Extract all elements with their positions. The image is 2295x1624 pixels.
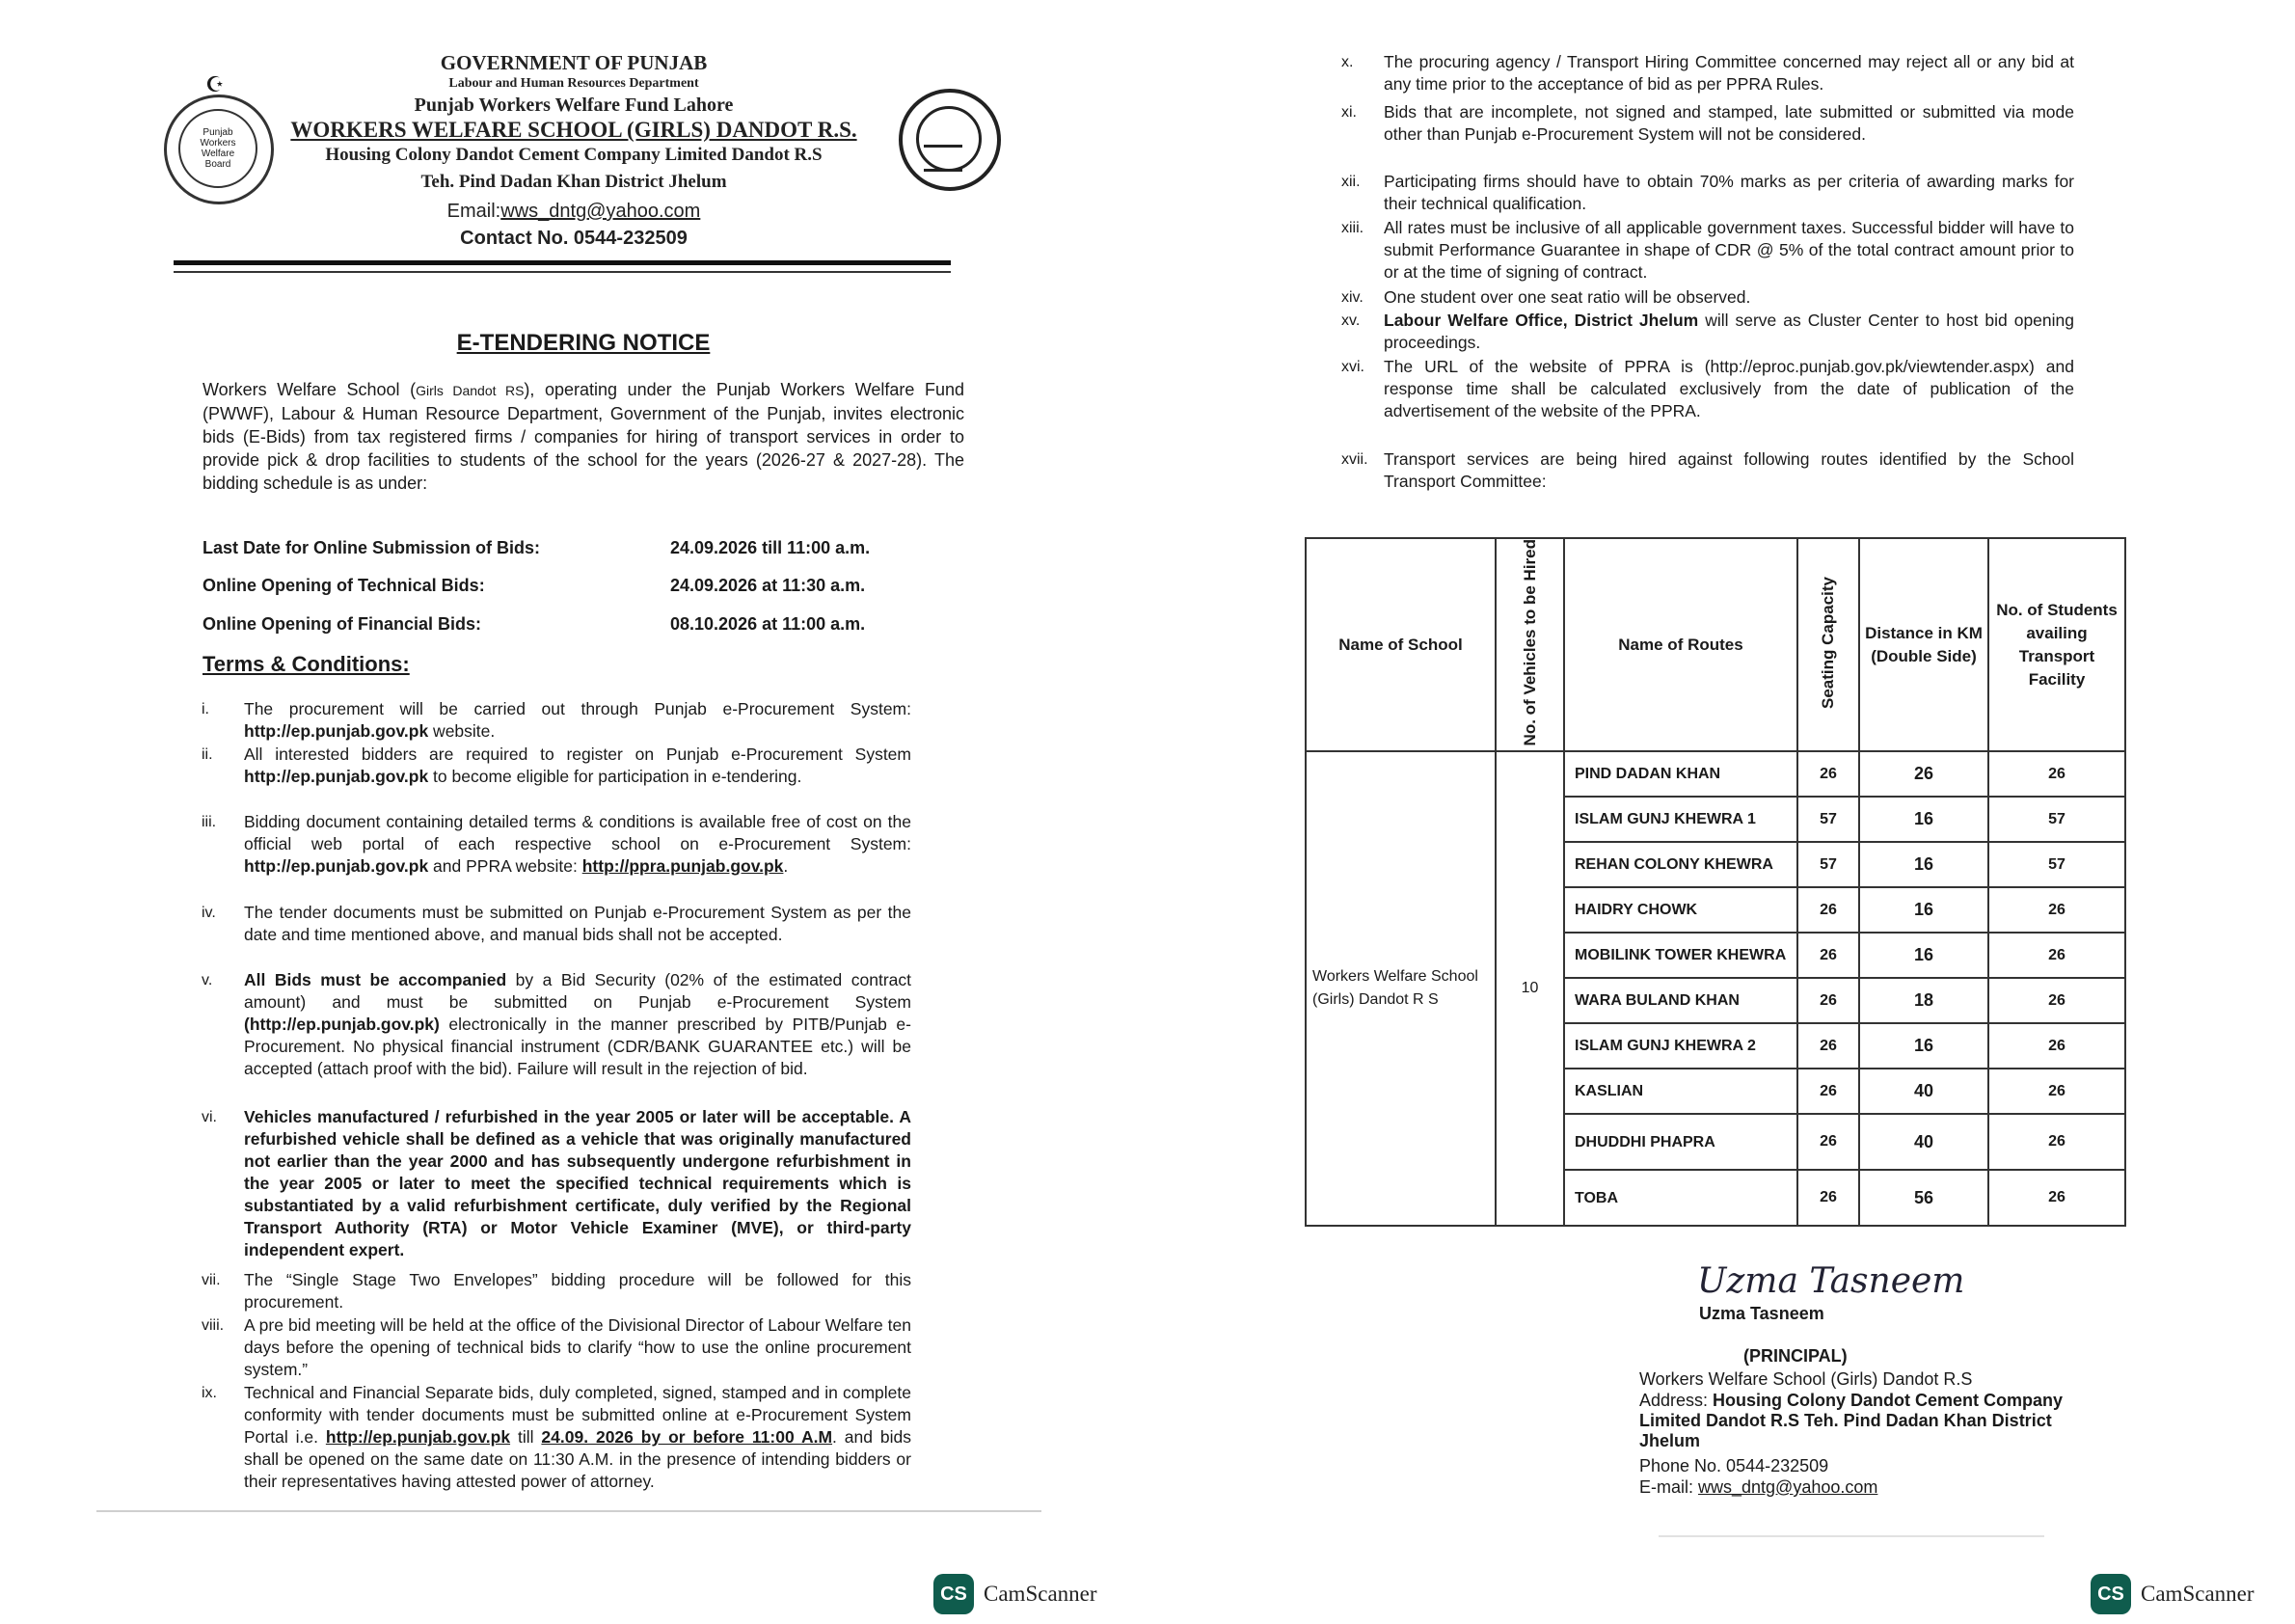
email-label: Email: — [446, 201, 501, 222]
route-cell: DHUDDHI PHAPRA — [1564, 1114, 1797, 1170]
students-cell: 26 — [1988, 1069, 2125, 1114]
intro-text: ), operating under the Punjab Workers Welfare Fund (PWWF), Labour & Human Resource Department, Government of the Punjab, invites electronic bids (E-Bids) from tax registered firms / companies for hiring of transport services in order to provide pick & drop facilities to students of the school for the years (2026-27 & 2027-28). The bidding schedule is as under: — [202, 380, 964, 493]
clause-number: xiv. — [1341, 289, 1364, 306]
clause-9 — [202, 1382, 912, 1493]
col-routes: Name of Routes — [1564, 538, 1797, 751]
header-dept: Labour and Human Resources Department — [448, 76, 699, 91]
seating-cell: 26 — [1797, 1069, 1859, 1114]
intro-text: Workers Welfare School ( — [202, 380, 417, 399]
logo-text: Punjab — [202, 127, 233, 138]
clause-text: Bids that are incomplete, not signed and stamped, late submitted or submitted via mode other than Punjab e-Procurement System will not be considered. — [1384, 102, 2074, 144]
distance-cell: 16 — [1859, 887, 1988, 933]
signatory-school: Workers Welfare School (Girls) Dandot R.S — [1639, 1369, 1973, 1389]
logo-text: Workers — [200, 138, 236, 149]
table-row — [1306, 751, 2125, 797]
signatory-address — [1639, 1391, 2102, 1451]
clause-3 — [202, 811, 911, 878]
clause-text: website. — [428, 721, 496, 741]
clause-text: by a Bid Security (02% of the estimated contract amount) and must be submitted on Punjab e-Procurement System — [244, 970, 911, 1012]
clause-number: xi. — [1341, 104, 1357, 121]
clause-number: x. — [1341, 54, 1354, 70]
address-text: Housing Colony Dandot Cement Company Limited Dandot R.S Teh. Pind Dadan Khan District Jhelum — [1639, 1391, 2064, 1450]
students-cell: 26 — [1988, 751, 2125, 797]
students-cell: 26 — [1988, 887, 2125, 933]
header-fund: Punjab Workers Welfare Fund Lahore — [414, 95, 734, 116]
clause-text: will serve as Cluster Center to host bid opening proceedings. — [1384, 311, 2074, 352]
students-cell: 26 — [1988, 978, 2125, 1023]
route-cell: TOBA — [1564, 1170, 1797, 1226]
logo-text: Welfare — [201, 149, 235, 159]
clause-text: and PPRA website: — [428, 856, 582, 876]
email-link[interactable]: wws_dntg@yahoo.com — [1698, 1477, 1878, 1497]
header-school: WORKERS WELFARE SCHOOL (GIRLS) DANDOT R.S. — [290, 118, 857, 142]
vehicles-cell: 10 — [1496, 751, 1564, 1226]
address-label: Address: — [1639, 1391, 1714, 1410]
schedule-label: Online Opening of Technical Bids: — [202, 576, 485, 595]
header-rule — [174, 271, 951, 273]
logo-text: Board — [204, 159, 231, 170]
clause-text: The tender documents must be submitted on Punjab e-Procurement System as per the date and time mentioned above, and manual bids shall not be accepted. — [244, 903, 911, 944]
seating-cell: 26 — [1797, 1114, 1859, 1170]
clause-text: Vehicles manufactured / refurbished in the year 2005 or later will be acceptable. A refurbished vehicle shall be defined as a vehicle that was originally manufactured not earlier than the year 2000 and has subsequently undergone refurbishment in the year 2005 or later to meet the specified technical requirements which is substantiated by a valid refurbishment certificate, duly verified by the Regional Transport Authority (RTA) or Motor Vehicle Examiner (MVE), or third-party independent expert. — [244, 1107, 911, 1259]
seating-cell: 57 — [1797, 797, 1859, 842]
distance-cell: 16 — [1859, 797, 1988, 842]
deadline-text: 24.09. 2026 by or before 11:00 A.M — [541, 1427, 833, 1447]
signatory-name: Uzma Tasneem — [1699, 1304, 1824, 1323]
signatory-designation: (PRINCIPAL) — [1743, 1346, 1848, 1366]
clause-number: viii. — [202, 1317, 225, 1334]
distance-cell: 18 — [1859, 978, 1988, 1023]
clause-16 — [1341, 356, 2074, 422]
clause-text: Transport services are being hired against following routes identified by the School Transport Committee: — [1384, 449, 2074, 491]
route-cell: WARA BULAND KHAN — [1564, 978, 1797, 1023]
distance-cell: 56 — [1859, 1170, 1988, 1226]
clause-number: ix. — [202, 1385, 217, 1401]
route-cell: PIND DADAN KHAN — [1564, 751, 1797, 797]
watermark-text: CamScanner — [984, 1582, 1097, 1606]
clause-text: One student over one seat ratio will be observed. — [1384, 287, 1751, 307]
students-cell: 57 — [1988, 842, 2125, 887]
schedule-label: Last Date for Online Submission of Bids: — [202, 538, 541, 557]
header-address: Housing Colony Dandot Cement Company Limited Dandot R.S — [325, 145, 823, 165]
url-link[interactable]: http://ep.punjab.gov.pk — [325, 1427, 511, 1447]
page-edge — [1659, 1535, 2044, 1537]
clause-number: v. — [202, 972, 213, 988]
schedule-value: 24.09.2026 till 11:00 a.m. — [670, 538, 871, 557]
url-link[interactable]: http://ep.punjab.gov.pk — [244, 767, 429, 786]
clause-8 — [202, 1314, 911, 1381]
email-label: E-mail: — [1639, 1477, 1699, 1497]
seating-cell: 26 — [1797, 1170, 1859, 1226]
watermark-text: CamScanner — [2141, 1582, 2254, 1606]
route-cell: KASLIAN — [1564, 1069, 1797, 1114]
clause-text: . — [783, 856, 789, 876]
clause-text: The URL of the website of PPRA is (http://eproc.punjab.gov.pk/viewtender.aspx) and response time shall be calculated exclusively from the date of publication of the advertisement of the website of the PPRA. — [1384, 357, 2074, 420]
clause-number: xvi. — [1341, 359, 1364, 375]
routes-table — [1305, 537, 2126, 1227]
clause-12 — [1341, 171, 2074, 215]
clause-17 — [1341, 448, 2074, 493]
clause-text: The procuring agency / Transport Hiring Committee concerned may reject all or any bid at any time prior to the acceptance of bid as per PPRA Rules. — [1384, 52, 2074, 94]
clause-text: . and bids shall be opened on the same date on 11:30 A.M. in the presence of intending bidders or their representatives having attested power of attorney. — [244, 1427, 912, 1491]
table-header-row — [1306, 538, 2125, 751]
clause-text: All interested bidders are required to register on Punjab e-Procurement System — [244, 744, 911, 764]
clause-number: iv. — [202, 905, 216, 921]
seating-cell: 57 — [1797, 842, 1859, 887]
clause-text: to become eligible for participation in e-tendering. — [428, 767, 802, 786]
route-cell: HAIDRY CHOWK — [1564, 887, 1797, 933]
distance-cell: 16 — [1859, 842, 1988, 887]
notice-title: E-TENDERING NOTICE — [456, 330, 711, 356]
notice-intro — [202, 378, 964, 495]
col-vehicles — [1496, 538, 1564, 751]
signatory-phone: Phone No. 0544-232509 — [1639, 1456, 1829, 1475]
clause-6 — [202, 1106, 911, 1261]
clause-14 — [1341, 286, 2074, 309]
clause-10 — [1341, 51, 2074, 95]
students-cell: 26 — [1988, 1114, 2125, 1170]
col-vehicles-label: No. of Vehicles to be Hired — [1520, 539, 1539, 746]
clause-text: A pre bid meeting will be held at the office of the Divisional Director of Labour Welfare ten days before the opening of technical bids to clarify “how to use the online procurement system.” — [244, 1315, 911, 1379]
schedule-label: Online Opening of Financial Bids: — [202, 614, 482, 634]
col-seating — [1797, 538, 1859, 751]
signature: Uzma Tasneem — [1697, 1261, 1965, 1301]
students-cell: 26 — [1988, 1170, 2125, 1226]
email-link[interactable]: wws_dntg@yahoo.com — [500, 201, 701, 222]
clause-text: Labour Welfare Office, District Jhelum — [1384, 311, 1699, 330]
clause-text: Technical and Financial Separate bids, duly completed, signed, stamped and in complete conformity with tender documents must be submitted online at e-Procurement System Portal i.e. — [244, 1383, 911, 1447]
camscanner-watermark — [933, 1574, 1097, 1614]
clause-text: All Bids must be accompanied — [244, 970, 507, 989]
clause-number: i. — [202, 701, 209, 717]
clause-2 — [202, 744, 911, 788]
clause-4 — [202, 902, 911, 946]
camscanner-icon: CS — [933, 1574, 974, 1614]
url-link[interactable]: http://ep.punjab.gov.pk — [244, 856, 429, 876]
school-cell: Workers Welfare School (Girls) Dandot R S — [1306, 751, 1496, 1226]
url-link[interactable]: http://ppra.punjab.gov.pk — [581, 856, 784, 876]
distance-cell: 26 — [1859, 751, 1988, 797]
clause-number: xvii. — [1341, 451, 1368, 468]
clause-1 — [202, 698, 911, 743]
clause-7 — [202, 1269, 911, 1313]
clause-text: electronically in the manner prescribed by PITB/Punjab e-Procurement. No physical financial instrument (CDR/BANK GUARANTEE etc.) will be accepted (attach proof with the bid). Failure will result in the rejection of bid. — [244, 1015, 911, 1078]
header-email — [0, 201, 1148, 223]
seating-cell: 26 — [1797, 978, 1859, 1023]
distance-cell: 16 — [1859, 1023, 1988, 1069]
header-govt: GOVERNMENT OF PUNJAB — [440, 51, 708, 74]
col-seating-label: Seating Capacity — [1819, 576, 1837, 709]
clause-number: vii. — [202, 1272, 221, 1288]
clause-number: vi. — [202, 1109, 217, 1125]
clause-text: All rates must be inclusive of all applicable government taxes. Successful bidder will have to submit Performance Guarantee in shape of CDR @ 5% of the total contract amount prior to or at the time of signing of contract. — [1384, 218, 2074, 282]
clause-number: xii. — [1341, 174, 1361, 190]
camscanner-icon: CS — [2091, 1574, 2131, 1614]
url-link[interactable]: http://ep.punjab.gov.pk — [244, 721, 429, 741]
clause-number: xiii. — [1341, 220, 1364, 236]
clause-5 — [202, 969, 911, 1080]
camscanner-watermark — [2091, 1574, 2254, 1614]
seating-cell: 26 — [1797, 933, 1859, 978]
schedule-value: 24.09.2026 at 11:30 a.m. — [670, 576, 866, 595]
header-contact: Contact No. 0544-232509 — [460, 228, 688, 249]
clause-15 — [1341, 310, 2074, 354]
route-cell: ISLAM GUNJ KHEWRA 1 — [1564, 797, 1797, 842]
clause-number: iii. — [202, 814, 217, 830]
signatory-email — [1639, 1477, 2121, 1498]
intro-text: Girls Dandot RS — [416, 383, 525, 398]
students-cell: 57 — [1988, 797, 2125, 842]
clause-text: Bidding document containing detailed terms & conditions is available free of cost on the official web portal of each respective school on e-Procurement System: — [244, 812, 911, 853]
students-cell: 26 — [1988, 933, 2125, 978]
header-rule — [174, 260, 951, 265]
header-tehsil: Teh. Pind Dadan Khan District Jhelum — [420, 172, 727, 192]
seating-cell: 26 — [1797, 887, 1859, 933]
clause-text: The “Single Stage Two Envelopes” bidding procedure will be followed for this procurement. — [244, 1270, 911, 1312]
students-cell: 26 — [1988, 1023, 2125, 1069]
route-cell: MOBILINK TOWER KHEWRA — [1564, 933, 1797, 978]
seating-cell: 26 — [1797, 751, 1859, 797]
col-students: No. of Students availing Transport Facility — [1988, 538, 2125, 751]
distance-cell: 40 — [1859, 1114, 1988, 1170]
crescent-star-icon: ☪ — [205, 72, 225, 96]
clause-number: xv. — [1341, 312, 1361, 329]
route-cell: ISLAM GUNJ KHEWRA 2 — [1564, 1023, 1797, 1069]
terms-heading: Terms & Conditions: — [202, 652, 410, 676]
col-school: Name of School — [1306, 538, 1496, 751]
clause-number: ii. — [202, 746, 213, 763]
distance-cell: 16 — [1859, 933, 1988, 978]
clause-text: Participating firms should have to obtain 70% marks as per criteria of awarding marks for their technical qualification. — [1384, 172, 2074, 213]
clause-11 — [1341, 101, 2074, 146]
distance-cell: 40 — [1859, 1069, 1988, 1114]
col-distance: Distance in KM (Double Side) — [1859, 538, 1988, 751]
page-edge — [96, 1510, 1041, 1512]
clause-text: till — [510, 1427, 542, 1447]
url-link[interactable]: (http://ep.punjab.gov.pk) — [244, 1015, 440, 1034]
clause-text: The procurement will be carried out through Punjab e-Procurement System: — [244, 699, 911, 718]
schedule-value: 08.10.2026 at 11:00 a.m. — [670, 614, 866, 634]
seating-cell: 26 — [1797, 1023, 1859, 1069]
route-cell: REHAN COLONY KHEWRA — [1564, 842, 1797, 887]
clause-13 — [1341, 217, 2074, 284]
